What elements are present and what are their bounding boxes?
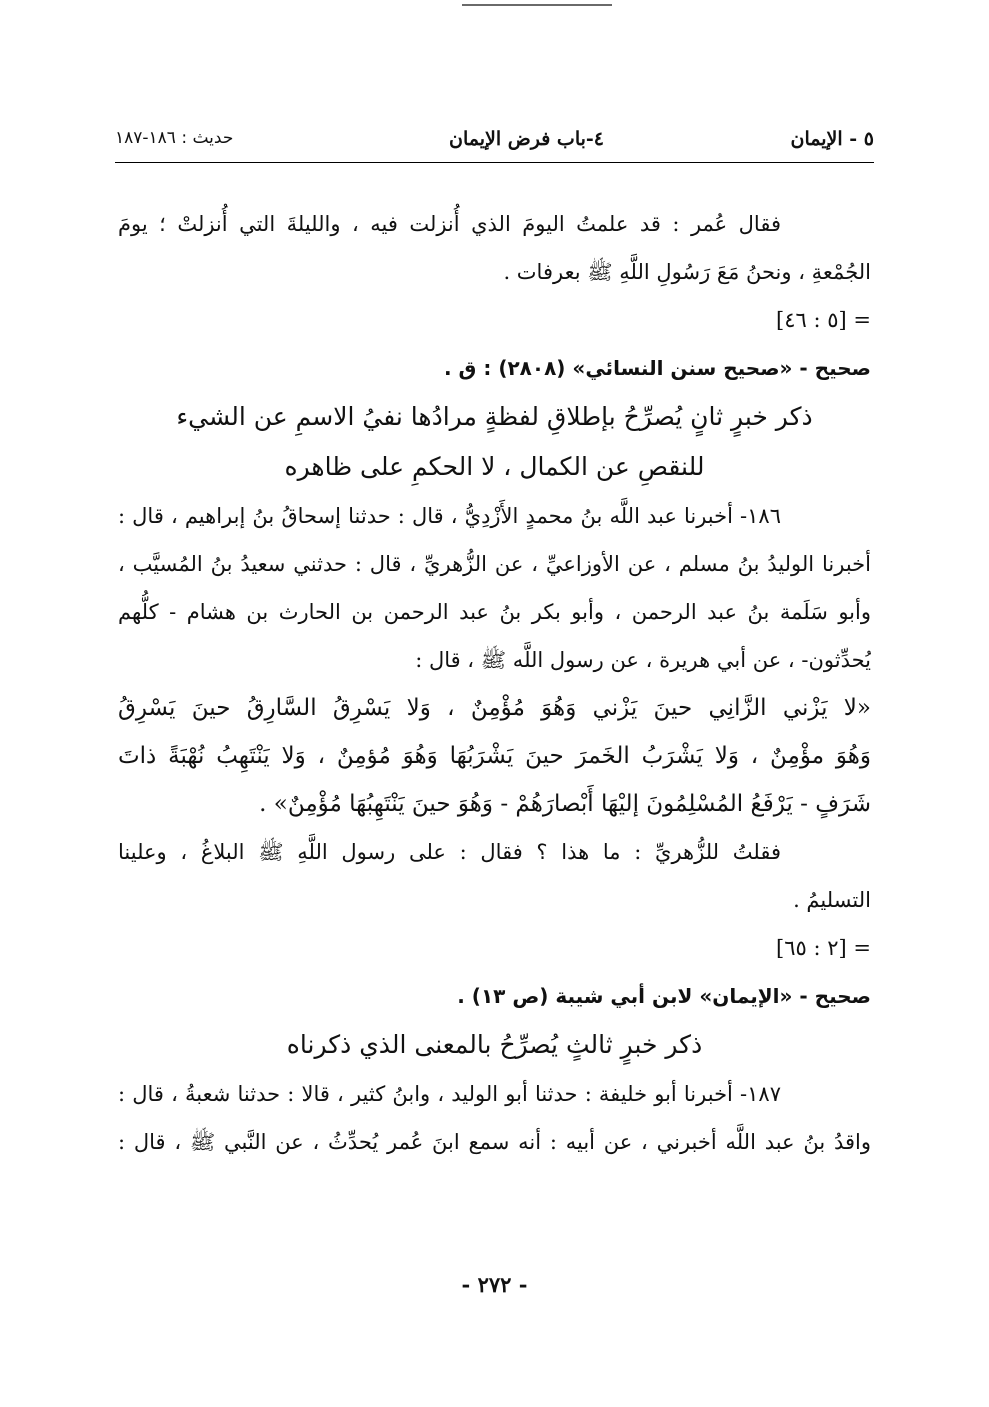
heading-line: ذكر خبرٍ ثانٍ يُصرِّحُ بإطلاقِ لفظةٍ مرادُها نفيُ الاسمِ عن الشيء xyxy=(176,402,813,431)
bab-title: ٤-باب فرض الإيمان xyxy=(449,128,604,150)
heading-line: للنقصِ عن الكمال ، لا الحكمِ على ظاهره xyxy=(284,452,705,481)
page-header xyxy=(115,122,874,162)
top-decorative-rule xyxy=(462,4,612,6)
hadith-187 xyxy=(118,1070,871,1166)
reference-1: = [٥ : ٤٦] xyxy=(776,308,871,332)
matn-186 xyxy=(118,684,871,828)
hadith-range: حديث : ١٨٦-١٨٧ xyxy=(115,128,234,148)
text-line: فقلتُ للزُّهريِّ : ما هذا ؟ فقال : على رسول اللَّهِ ﷺ البلاغُ ، وعلينا xyxy=(118,840,781,864)
text-line: واقدُ بنُ عبد اللَّه أخبرني ، عن أبيه : أنه سمع ابنَ عُمر يُحدِّثُ ، عن النَّبي ﷺ ، قال : xyxy=(118,1130,871,1154)
text-line: فقال عُمر : قد علمتُ اليومَ الذي أُنزلت فيه ، والليلةَ التي أُنزلتْ ؛ يومَ xyxy=(118,212,781,236)
text-line: الجُمْعةِ ، ونحنُ مَعَ رَسُولِ اللَّهِ ﷺ بعرفات . xyxy=(503,260,871,284)
verdict-1: صحيح - «صحيح سنن النسائي» (٢٨٠٨) : ق . xyxy=(443,356,871,380)
text-line: ١٨٧- أخبرنا أبو خليفة : حدثنا أبو الوليد ، وابنُ كثير ، قالا : حدثنا شعبةُ ، قال : xyxy=(118,1082,781,1106)
text-line: وأبو سَلَمة بنُ عبد الرحمن ، وأبو بكر بنُ عبد الرحمن بن الحارث بن هشام - كلُّهم xyxy=(118,600,871,624)
reference-2: = [٢ : ٦٥] xyxy=(776,936,871,960)
page-number: - ٢٧٢ - xyxy=(461,1272,528,1297)
hadith-186 xyxy=(118,492,871,684)
text-line: التسليمُ . xyxy=(793,888,871,912)
header-rule xyxy=(115,162,874,163)
chapter-title: ٥ - الإيمان xyxy=(790,128,874,150)
page-body xyxy=(118,200,871,1166)
section-heading-1 xyxy=(118,392,871,492)
text-line: شَرَفٍ - يَرْفَعُ المُسْلِمُونَ إليْهَا أَبْصارَهُمْ - وَهُوَ حينَ يَنْتَهِبُهَا مُؤْمِنٌ» . xyxy=(259,791,871,817)
zuhri-comment xyxy=(118,828,871,924)
verdict-2: صحيح - «الإيمان» لابن أبي شيبة (ص ١٣) . xyxy=(457,984,871,1008)
text-line: أخبرنا الوليدُ بنُ مسلم ، عن الأوزاعيِّ ، عن الزُّهريِّ ، قال : حدثني سعيدُ بنُ المُسيَّب ، xyxy=(118,552,871,576)
section-heading-2: ذكر خبرٍ ثالثٍ يُصرِّحُ بالمعنى الذي ذكرناه xyxy=(286,1030,703,1059)
text-line: «لا يَزْني الزَّانِي حينَ يَزْني وَهُوَ مُؤْمِنٌ ، وَلا يَسْرِقُ السَّارِقُ حينَ يَسْرِقُ xyxy=(118,695,871,721)
text-line: وَهُوَ مؤْمِنٌ ، وَلا يَشْرَبُ الخَمرَ حينَ يَشْرَبُهَا وَهُوَ مُؤمِنٌ ، وَلا يَنْتَهِبُ نُهْبَةً ذاتَ xyxy=(118,743,871,769)
text-line: ١٨٦- أخبرنا عبد اللَّه بنُ محمدٍ الأَزْدِيُّ ، قال : حدثنا إسحاقُ بنُ إبراهيم ، قال : xyxy=(118,504,781,528)
text-line: يُحدِّثون- ، عن أبي هريرة ، عن رسول اللَّه ﷺ ، قال : xyxy=(415,648,871,672)
